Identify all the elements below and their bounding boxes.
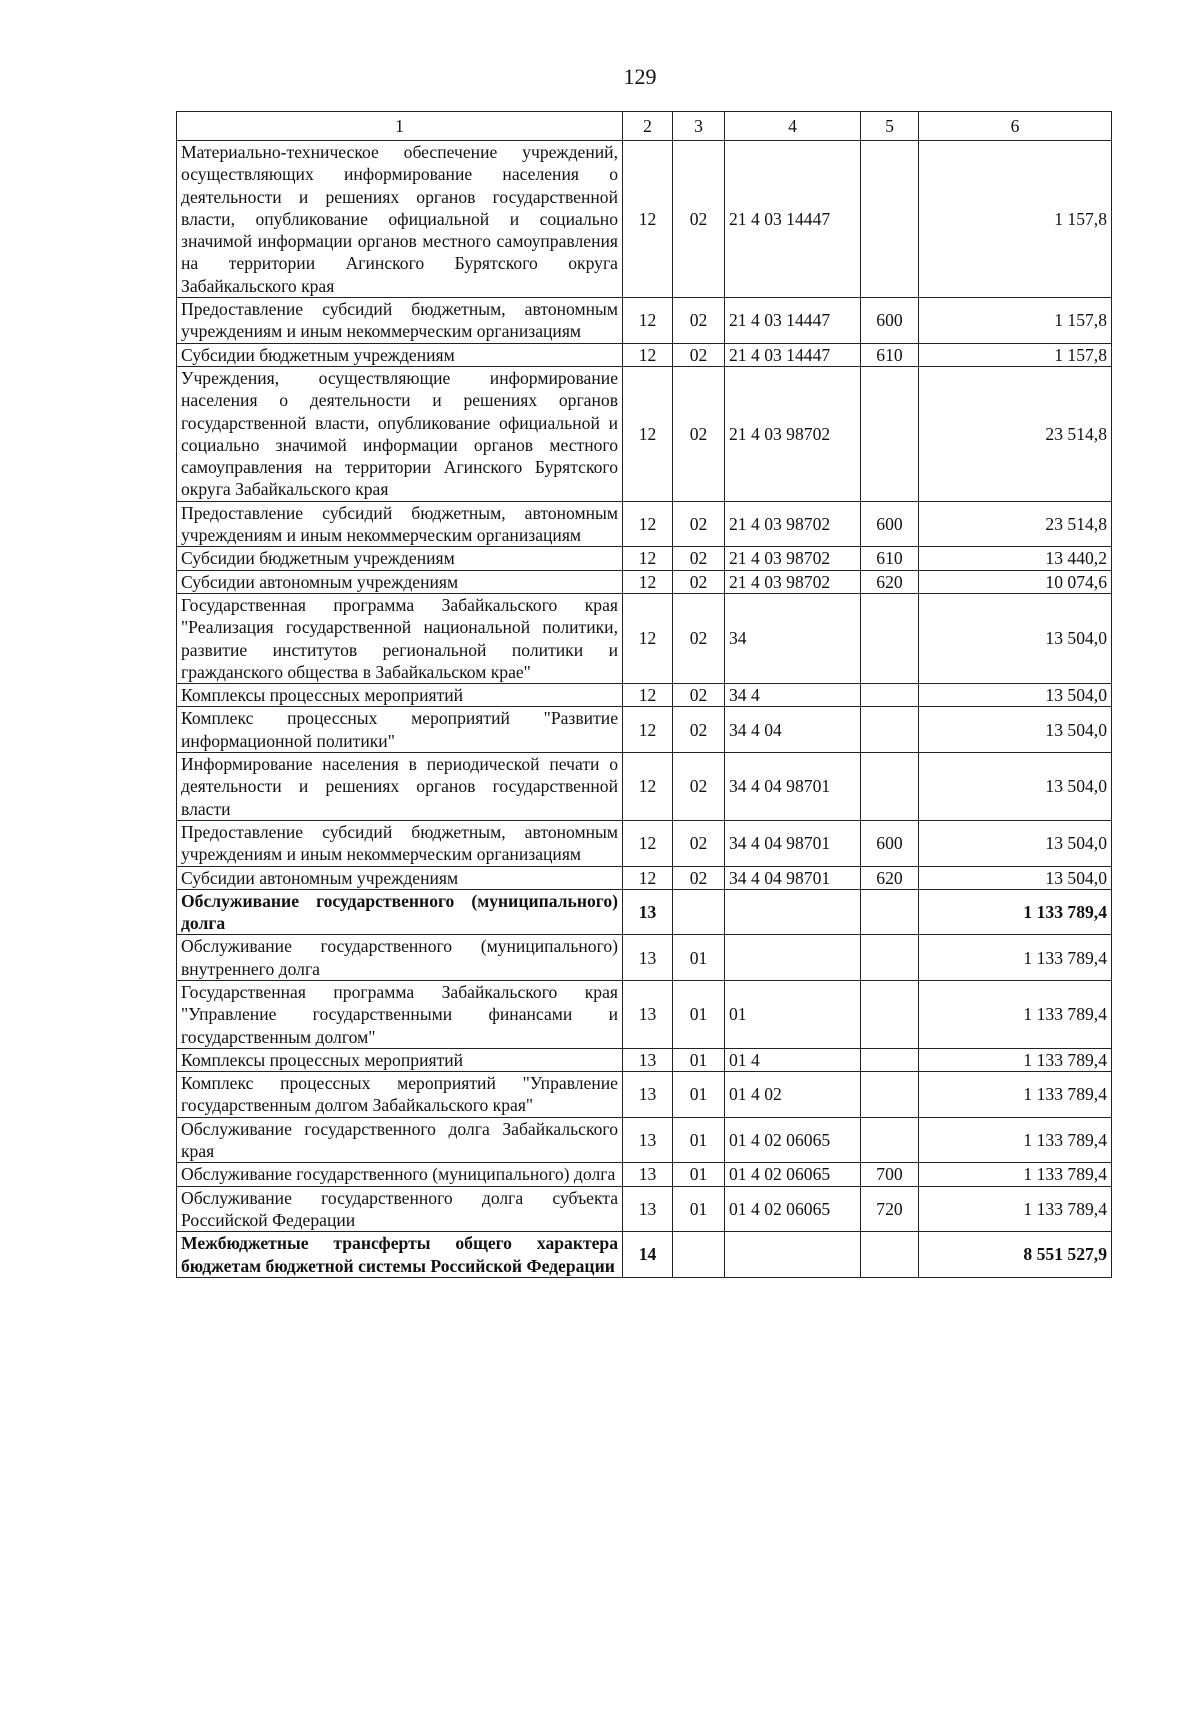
section-code-cell: 12	[623, 343, 673, 366]
subsection-code-cell: 02	[673, 707, 725, 753]
expense-type-cell	[861, 889, 919, 935]
row-name-cell: Обслуживание государственного (муниципального) долга	[177, 1163, 623, 1186]
amount-cell: 13 504,0	[919, 593, 1112, 683]
row-name-cell: Материально-техническое обеспечение учреждений, осуществляющих информирование населения о деятельности и решениях органов государственной власти, опубликование официальной и социально значимой информации органов местного самоуправления на территории Агинского Бурятского округа Забайкальского края	[177, 141, 623, 298]
target-article-cell: 21 4 03 14447	[725, 343, 861, 366]
table-row	[177, 753, 1112, 821]
subsection-code-cell: 01	[673, 1048, 725, 1071]
expense-type-cell	[861, 1072, 919, 1118]
row-name-cell: Межбюджетные трансферты общего характера бюджетам бюджетной системы Российской Федерации	[177, 1232, 623, 1278]
amount-cell: 1 133 789,4	[919, 980, 1112, 1048]
expense-type-cell	[861, 980, 919, 1048]
row-name-cell: Предоставление субсидий бюджетным, автономным учреждениям и иным некоммерческим организациям	[177, 298, 623, 344]
target-article-cell: 34 4 04	[725, 707, 861, 753]
row-name-cell: Обслуживание государственного долга субъекта Российской Федерации	[177, 1186, 623, 1232]
subsection-code-cell	[673, 889, 725, 935]
page-number: 129	[623, 64, 657, 89]
expense-type-cell	[861, 753, 919, 821]
amount-cell: 8 551 527,9	[919, 1232, 1112, 1278]
expense-type-cell: 600	[861, 820, 919, 866]
amount-cell: 1 133 789,4	[919, 1186, 1112, 1232]
table-row	[177, 1072, 1112, 1118]
column-header: 1	[177, 112, 623, 141]
subsection-code-cell: 02	[673, 820, 725, 866]
table-row	[177, 298, 1112, 344]
section-code-cell: 13	[623, 980, 673, 1048]
amount-cell: 23 514,8	[919, 366, 1112, 501]
amount-cell: 1 133 789,4	[919, 1163, 1112, 1186]
amount-cell: 1 133 789,4	[919, 1117, 1112, 1163]
section-code-cell: 12	[623, 298, 673, 344]
table-row	[177, 866, 1112, 889]
row-name-cell: Комплексы процессных мероприятий	[177, 684, 623, 707]
section-code-cell: 13	[623, 1117, 673, 1163]
row-name-cell: Субсидии бюджетным учреждениям	[177, 547, 623, 570]
table-row	[177, 820, 1112, 866]
target-article-cell: 34 4 04 98701	[725, 753, 861, 821]
expense-type-cell	[861, 1117, 919, 1163]
row-name-cell: Обслуживание государственного (муниципального) внутреннего долга	[177, 935, 623, 981]
expense-type-cell: 610	[861, 343, 919, 366]
subsection-code-cell: 01	[673, 935, 725, 981]
amount-cell: 1 157,8	[919, 298, 1112, 344]
table-row	[177, 343, 1112, 366]
expense-type-cell	[861, 707, 919, 753]
expense-type-cell	[861, 141, 919, 298]
row-name-cell: Обслуживание государственного долга Забайкальского края	[177, 1117, 623, 1163]
subsection-code-cell: 02	[673, 298, 725, 344]
table-body	[177, 141, 1112, 1278]
expense-type-cell: 620	[861, 570, 919, 593]
target-article-cell: 01 4 02 06065	[725, 1186, 861, 1232]
target-article-cell: 21 4 03 98702	[725, 501, 861, 547]
table-row	[177, 684, 1112, 707]
section-code-cell: 13	[623, 1072, 673, 1118]
column-header: 5	[861, 112, 919, 141]
target-article-cell	[725, 889, 861, 935]
table-row	[177, 935, 1112, 981]
row-name-cell: Государственная программа Забайкальского края "Управление государственными финансами и государственным долгом"	[177, 980, 623, 1048]
expense-type-cell	[861, 593, 919, 683]
target-article-cell: 01 4 02 06065	[725, 1163, 861, 1186]
target-article-cell: 21 4 03 98702	[725, 570, 861, 593]
subsection-code-cell: 02	[673, 547, 725, 570]
amount-cell: 13 504,0	[919, 753, 1112, 821]
table-row	[177, 593, 1112, 683]
expense-type-cell	[861, 684, 919, 707]
subsection-code-cell: 01	[673, 1186, 725, 1232]
target-article-cell: 34 4 04 98701	[725, 866, 861, 889]
expense-type-cell	[861, 1048, 919, 1071]
subsection-code-cell: 02	[673, 684, 725, 707]
row-name-cell: Государственная программа Забайкальского края "Реализация государственной национальной политики, развитие институтов региональной политики и гражданского общества в Забайкальском крае"	[177, 593, 623, 683]
row-name-cell: Субсидии автономным учреждениям	[177, 866, 623, 889]
subsection-code-cell: 02	[673, 366, 725, 501]
row-name-cell: Предоставление субсидий бюджетным, автономным учреждениям и иным некоммерческим организациям	[177, 501, 623, 547]
table-row	[177, 1163, 1112, 1186]
amount-cell: 1 133 789,4	[919, 935, 1112, 981]
table-row	[177, 889, 1112, 935]
expense-type-cell	[861, 1232, 919, 1278]
section-code-cell: 13	[623, 935, 673, 981]
table-row	[177, 1186, 1112, 1232]
section-code-cell: 12	[623, 753, 673, 821]
expense-type-cell: 620	[861, 866, 919, 889]
row-name-cell: Учреждения, осуществляющие информирование населения о деятельности и решениях органов государственной власти, опубликование официальной и социально значимой информации органов местного самоуправления на территории Агинского Бурятского округа Забайкальского края	[177, 366, 623, 501]
section-code-cell: 12	[623, 684, 673, 707]
amount-cell: 1 157,8	[919, 141, 1112, 298]
expense-type-cell: 720	[861, 1186, 919, 1232]
column-header: 3	[673, 112, 725, 141]
expense-type-cell: 610	[861, 547, 919, 570]
section-code-cell: 12	[623, 570, 673, 593]
row-name-cell: Предоставление субсидий бюджетным, автономным учреждениям и иным некоммерческим организациям	[177, 820, 623, 866]
row-name-cell: Комплексы процессных мероприятий	[177, 1048, 623, 1071]
row-name-cell: Комплекс процессных мероприятий "Развитие информационной политики"	[177, 707, 623, 753]
amount-cell: 13 504,0	[919, 707, 1112, 753]
table-row	[177, 141, 1112, 298]
table-row	[177, 570, 1112, 593]
row-name-cell: Субсидии бюджетным учреждениям	[177, 343, 623, 366]
row-name-cell: Комплекс процессных мероприятий "Управление государственным долгом Забайкальского края"	[177, 1072, 623, 1118]
subsection-code-cell: 02	[673, 593, 725, 683]
target-article-cell: 01 4 02 06065	[725, 1117, 861, 1163]
amount-cell: 13 504,0	[919, 820, 1112, 866]
table-row	[177, 501, 1112, 547]
amount-cell: 13 504,0	[919, 684, 1112, 707]
section-code-cell: 12	[623, 501, 673, 547]
section-code-cell: 13	[623, 1048, 673, 1071]
amount-cell: 13 504,0	[919, 866, 1112, 889]
expense-type-cell: 600	[861, 298, 919, 344]
subsection-code-cell: 02	[673, 570, 725, 593]
section-code-cell: 14	[623, 1232, 673, 1278]
row-name-cell: Информирование населения в периодической печати о деятельности и решениях органов государственной власти	[177, 753, 623, 821]
section-code-cell: 12	[623, 547, 673, 570]
header-row	[177, 112, 1112, 141]
table-row	[177, 1048, 1112, 1071]
subsection-code-cell: 01	[673, 1117, 725, 1163]
section-code-cell: 12	[623, 141, 673, 298]
subsection-code-cell: 02	[673, 866, 725, 889]
amount-cell: 1 133 789,4	[919, 889, 1112, 935]
table-row	[177, 547, 1112, 570]
expense-type-cell	[861, 366, 919, 501]
target-article-cell: 21 4 03 14447	[725, 298, 861, 344]
subsection-code-cell: 02	[673, 343, 725, 366]
section-code-cell: 12	[623, 366, 673, 501]
column-header: 4	[725, 112, 861, 141]
target-article-cell: 21 4 03 98702	[725, 366, 861, 501]
target-article-cell: 34 4	[725, 684, 861, 707]
subsection-code-cell: 01	[673, 980, 725, 1048]
section-code-cell: 12	[623, 707, 673, 753]
amount-cell: 1 133 789,4	[919, 1048, 1112, 1071]
column-header: 2	[623, 112, 673, 141]
expense-type-cell: 600	[861, 501, 919, 547]
amount-cell: 1 133 789,4	[919, 1072, 1112, 1118]
subsection-code-cell: 02	[673, 753, 725, 821]
section-code-cell: 12	[623, 820, 673, 866]
amount-cell: 13 440,2	[919, 547, 1112, 570]
target-article-cell: 34 4 04 98701	[725, 820, 861, 866]
section-code-cell: 13	[623, 889, 673, 935]
row-name-cell: Обслуживание государственного (муниципального) долга	[177, 889, 623, 935]
table-row	[177, 366, 1112, 501]
row-name-cell: Субсидии автономным учреждениям	[177, 570, 623, 593]
amount-cell: 23 514,8	[919, 501, 1112, 547]
section-code-cell: 12	[623, 593, 673, 683]
budget-table	[176, 111, 1112, 1278]
section-code-cell: 13	[623, 1163, 673, 1186]
table-row	[177, 980, 1112, 1048]
column-header: 6	[919, 112, 1112, 141]
subsection-code-cell: 02	[673, 141, 725, 298]
target-article-cell	[725, 1232, 861, 1278]
target-article-cell: 21 4 03 14447	[725, 141, 861, 298]
subsection-code-cell	[673, 1232, 725, 1278]
table-row	[177, 707, 1112, 753]
amount-cell: 1 157,8	[919, 343, 1112, 366]
section-code-cell: 13	[623, 1186, 673, 1232]
target-article-cell: 01 4 02	[725, 1072, 861, 1118]
table-row	[177, 1232, 1112, 1278]
amount-cell: 10 074,6	[919, 570, 1112, 593]
target-article-cell: 34	[725, 593, 861, 683]
subsection-code-cell: 01	[673, 1072, 725, 1118]
target-article-cell: 21 4 03 98702	[725, 547, 861, 570]
target-article-cell	[725, 935, 861, 981]
expense-type-cell	[861, 935, 919, 981]
target-article-cell: 01	[725, 980, 861, 1048]
section-code-cell: 12	[623, 866, 673, 889]
subsection-code-cell: 01	[673, 1163, 725, 1186]
target-article-cell: 01 4	[725, 1048, 861, 1071]
expense-type-cell: 700	[861, 1163, 919, 1186]
subsection-code-cell: 02	[673, 501, 725, 547]
table-row	[177, 1117, 1112, 1163]
